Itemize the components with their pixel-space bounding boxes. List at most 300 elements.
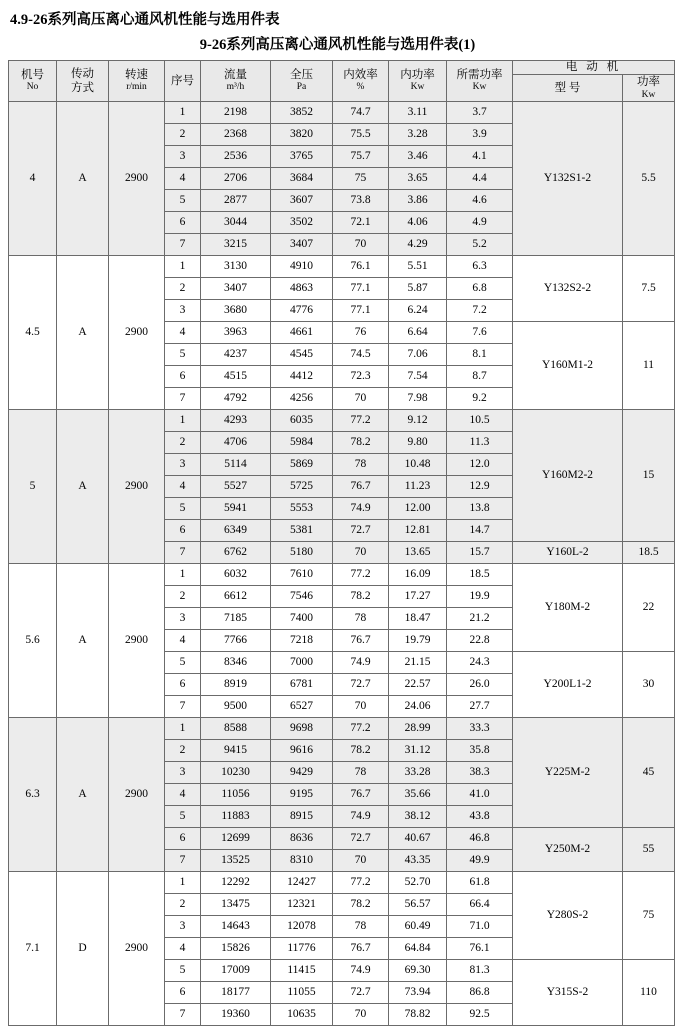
cell-drive-type: A [57, 717, 109, 871]
cell-drive-type: A [57, 409, 109, 563]
cell-pressure: 3820 [271, 123, 333, 145]
cell-inner-power: 38.12 [389, 805, 447, 827]
header-liuliang-label: 流量 [224, 69, 247, 82]
cell-flow: 14643 [201, 915, 271, 937]
cell-inner-power: 24.06 [389, 695, 447, 717]
header-suoxugonglv-unit: Kw [472, 82, 487, 93]
cell-pressure: 4863 [271, 277, 333, 299]
cell-flow: 8588 [201, 717, 271, 739]
cell-pressure: 4545 [271, 343, 333, 365]
header-zhuansu-label: 转速 [125, 69, 148, 82]
header-neixiaolv-label: 内效率 [343, 69, 378, 82]
cell-pressure: 4776 [271, 299, 333, 321]
cell-required-power: 27.7 [447, 695, 513, 717]
cell-pressure: 9698 [271, 717, 333, 739]
cell-efficiency: 77.2 [333, 717, 389, 739]
cell-pressure: 6527 [271, 695, 333, 717]
cell-pressure: 4256 [271, 387, 333, 409]
cell-seq: 7 [165, 233, 201, 255]
cell-required-power: 12.9 [447, 475, 513, 497]
cell-required-power: 9.2 [447, 387, 513, 409]
cell-required-power: 18.5 [447, 563, 513, 585]
header-neixiaolv-unit: % [356, 82, 365, 93]
cell-efficiency: 72.3 [333, 365, 389, 387]
cell-seq: 5 [165, 959, 201, 981]
cell-efficiency: 78.2 [333, 739, 389, 761]
cell-required-power: 7.6 [447, 321, 513, 343]
cell-efficiency: 73.8 [333, 189, 389, 211]
header-liuliang-unit: m³/h [226, 82, 245, 93]
table-row [9, 255, 675, 277]
cell-flow: 6762 [201, 541, 271, 563]
cell-seq: 4 [165, 475, 201, 497]
cell-motor-power: 7.5 [623, 255, 675, 321]
cell-drive-type: A [57, 101, 109, 255]
cell-inner-power: 17.27 [389, 585, 447, 607]
cell-inner-power: 5.87 [389, 277, 447, 299]
cell-inner-power: 52.70 [389, 871, 447, 893]
cell-inner-power: 28.99 [389, 717, 447, 739]
cell-pressure: 3407 [271, 233, 333, 255]
cell-required-power: 5.2 [447, 233, 513, 255]
cell-efficiency: 78 [333, 761, 389, 783]
cell-required-power: 66.4 [447, 893, 513, 915]
cell-pressure: 5553 [271, 497, 333, 519]
cell-inner-power: 64.84 [389, 937, 447, 959]
performance-table [8, 60, 675, 1026]
cell-seq: 2 [165, 893, 201, 915]
cell-required-power: 76.1 [447, 937, 513, 959]
cell-seq: 3 [165, 761, 201, 783]
cell-required-power: 7.2 [447, 299, 513, 321]
cell-efficiency: 78.2 [333, 585, 389, 607]
cell-flow: 3215 [201, 233, 271, 255]
cell-seq: 5 [165, 651, 201, 673]
cell-efficiency: 78 [333, 607, 389, 629]
cell-efficiency: 76.1 [333, 255, 389, 277]
header-motor-group: 电 动 机 [513, 61, 675, 75]
cell-speed: 2900 [109, 409, 165, 563]
cell-seq: 2 [165, 739, 201, 761]
cell-pressure: 12427 [271, 871, 333, 893]
cell-seq: 6 [165, 365, 201, 387]
cell-seq: 4 [165, 937, 201, 959]
cell-seq: 1 [165, 255, 201, 277]
cell-seq: 3 [165, 915, 201, 937]
cell-model-no: 4.5 [9, 255, 57, 409]
cell-efficiency: 75.7 [333, 145, 389, 167]
cell-flow: 15826 [201, 937, 271, 959]
header-neixiaolv [333, 61, 389, 102]
cell-inner-power: 13.65 [389, 541, 447, 563]
cell-efficiency: 78 [333, 915, 389, 937]
table-header [9, 61, 675, 102]
cell-seq: 3 [165, 453, 201, 475]
cell-flow: 6349 [201, 519, 271, 541]
cell-flow: 11056 [201, 783, 271, 805]
header-neigonglv-label: 内功率 [400, 69, 435, 82]
cell-inner-power: 78.82 [389, 1003, 447, 1025]
cell-pressure: 11415 [271, 959, 333, 981]
cell-seq: 4 [165, 629, 201, 651]
cell-speed: 2900 [109, 255, 165, 409]
cell-required-power: 11.3 [447, 431, 513, 453]
cell-required-power: 92.5 [447, 1003, 513, 1025]
cell-model-no: 5 [9, 409, 57, 563]
cell-pressure: 5984 [271, 431, 333, 453]
cell-flow: 2706 [201, 167, 271, 189]
header-motor-power-unit: Kw [641, 89, 656, 100]
cell-seq: 7 [165, 849, 201, 871]
cell-flow: 19360 [201, 1003, 271, 1025]
cell-efficiency: 78.2 [333, 431, 389, 453]
cell-seq: 6 [165, 673, 201, 695]
cell-pressure: 3684 [271, 167, 333, 189]
cell-efficiency: 77.2 [333, 871, 389, 893]
cell-seq: 3 [165, 299, 201, 321]
header-suoxugonglv [447, 61, 513, 102]
cell-inner-power: 9.12 [389, 409, 447, 431]
cell-inner-power: 6.24 [389, 299, 447, 321]
cell-flow: 18177 [201, 981, 271, 1003]
cell-inner-power: 4.29 [389, 233, 447, 255]
table-row [9, 563, 675, 585]
cell-pressure: 12078 [271, 915, 333, 937]
cell-seq: 1 [165, 563, 201, 585]
cell-flow: 5941 [201, 497, 271, 519]
cell-flow: 3680 [201, 299, 271, 321]
cell-pressure: 3607 [271, 189, 333, 211]
cell-flow: 5527 [201, 475, 271, 497]
cell-pressure: 6781 [271, 673, 333, 695]
cell-efficiency: 70 [333, 1003, 389, 1025]
cell-seq: 2 [165, 277, 201, 299]
header-jihao-label: 机号 [21, 69, 44, 82]
cell-pressure: 7546 [271, 585, 333, 607]
header-chuandong-line1: 传动 [71, 67, 94, 80]
cell-pressure: 11055 [271, 981, 333, 1003]
header-jihao-unit: No [26, 82, 39, 93]
cell-efficiency: 74.9 [333, 651, 389, 673]
cell-motor-model: Y280S-2 [513, 871, 623, 959]
cell-motor-model: Y132S1-2 [513, 101, 623, 255]
cell-pressure: 9195 [271, 783, 333, 805]
header-jihao [9, 61, 57, 102]
cell-inner-power: 7.06 [389, 343, 447, 365]
cell-efficiency: 77.2 [333, 409, 389, 431]
cell-seq: 1 [165, 717, 201, 739]
cell-inner-power: 31.12 [389, 739, 447, 761]
cell-efficiency: 70 [333, 387, 389, 409]
cell-efficiency: 76.7 [333, 937, 389, 959]
cell-efficiency: 74.5 [333, 343, 389, 365]
cell-motor-power: 55 [623, 827, 675, 871]
document-heading: 4.9-26系列高压离心通风机性能与选用件表 [10, 12, 280, 28]
cell-pressure: 5180 [271, 541, 333, 563]
cell-inner-power: 12.81 [389, 519, 447, 541]
cell-pressure: 8310 [271, 849, 333, 871]
cell-motor-power: 22 [623, 563, 675, 651]
cell-flow: 17009 [201, 959, 271, 981]
cell-efficiency: 74.7 [333, 101, 389, 123]
cell-flow: 4706 [201, 431, 271, 453]
cell-pressure: 12321 [271, 893, 333, 915]
cell-seq: 1 [165, 409, 201, 431]
cell-seq: 4 [165, 167, 201, 189]
cell-inner-power: 60.49 [389, 915, 447, 937]
header-chuandong [57, 61, 109, 102]
cell-inner-power: 7.54 [389, 365, 447, 387]
cell-required-power: 15.7 [447, 541, 513, 563]
cell-flow: 12699 [201, 827, 271, 849]
cell-seq: 4 [165, 783, 201, 805]
header-quanya [271, 61, 333, 102]
cell-required-power: 71.0 [447, 915, 513, 937]
cell-motor-power: 11 [623, 321, 675, 409]
table-row [9, 717, 675, 739]
cell-seq: 6 [165, 211, 201, 233]
cell-inner-power: 19.79 [389, 629, 447, 651]
cell-pressure: 6035 [271, 409, 333, 431]
cell-inner-power: 3.11 [389, 101, 447, 123]
cell-seq: 3 [165, 145, 201, 167]
cell-seq: 3 [165, 607, 201, 629]
cell-flow: 6612 [201, 585, 271, 607]
cell-seq: 6 [165, 981, 201, 1003]
cell-motor-model: Y200L1-2 [513, 651, 623, 717]
cell-inner-power: 10.48 [389, 453, 447, 475]
cell-drive-type: A [57, 563, 109, 717]
cell-inner-power: 9.80 [389, 431, 447, 453]
cell-required-power: 41.0 [447, 783, 513, 805]
cell-flow: 6032 [201, 563, 271, 585]
cell-efficiency: 75 [333, 167, 389, 189]
cell-drive-type: D [57, 871, 109, 1025]
cell-pressure: 7218 [271, 629, 333, 651]
cell-flow: 12292 [201, 871, 271, 893]
cell-required-power: 33.3 [447, 717, 513, 739]
header-quanya-label: 全压 [290, 69, 313, 82]
cell-inner-power: 3.86 [389, 189, 447, 211]
cell-efficiency: 72.7 [333, 519, 389, 541]
header-motor-model [513, 75, 623, 102]
header-motor-model-label: 型 号 [554, 81, 581, 94]
cell-flow: 4293 [201, 409, 271, 431]
cell-seq: 7 [165, 387, 201, 409]
header-motor-power [623, 75, 675, 102]
cell-flow: 8346 [201, 651, 271, 673]
cell-seq: 1 [165, 101, 201, 123]
cell-efficiency: 77.2 [333, 563, 389, 585]
cell-required-power: 19.9 [447, 585, 513, 607]
cell-flow: 2536 [201, 145, 271, 167]
cell-flow: 2877 [201, 189, 271, 211]
cell-efficiency: 78.2 [333, 893, 389, 915]
cell-speed: 2900 [109, 717, 165, 871]
cell-required-power: 61.8 [447, 871, 513, 893]
cell-pressure: 10635 [271, 1003, 333, 1025]
cell-inner-power: 3.28 [389, 123, 447, 145]
cell-motor-power: 110 [623, 959, 675, 1025]
cell-motor-model: Y132S2-2 [513, 255, 623, 321]
cell-seq: 2 [165, 585, 201, 607]
cell-motor-power: 75 [623, 871, 675, 959]
header-liuliang [201, 61, 271, 102]
cell-pressure: 5869 [271, 453, 333, 475]
table-row [9, 101, 675, 123]
cell-required-power: 8.1 [447, 343, 513, 365]
cell-flow: 5114 [201, 453, 271, 475]
cell-pressure: 4661 [271, 321, 333, 343]
cell-model-no: 5.6 [9, 563, 57, 717]
cell-required-power: 81.3 [447, 959, 513, 981]
cell-efficiency: 72.7 [333, 827, 389, 849]
cell-required-power: 86.8 [447, 981, 513, 1003]
cell-pressure: 3765 [271, 145, 333, 167]
cell-efficiency: 77.1 [333, 299, 389, 321]
cell-inner-power: 33.28 [389, 761, 447, 783]
cell-pressure: 5725 [271, 475, 333, 497]
cell-efficiency: 74.9 [333, 497, 389, 519]
cell-inner-power: 5.51 [389, 255, 447, 277]
cell-flow: 8919 [201, 673, 271, 695]
cell-efficiency: 75.5 [333, 123, 389, 145]
cell-flow: 7766 [201, 629, 271, 651]
cell-flow: 9415 [201, 739, 271, 761]
cell-required-power: 6.3 [447, 255, 513, 277]
cell-pressure: 8915 [271, 805, 333, 827]
cell-required-power: 38.3 [447, 761, 513, 783]
cell-motor-model: Y160M1-2 [513, 321, 623, 409]
cell-flow: 3963 [201, 321, 271, 343]
cell-inner-power: 40.67 [389, 827, 447, 849]
cell-efficiency: 78 [333, 453, 389, 475]
cell-seq: 5 [165, 805, 201, 827]
cell-required-power: 43.8 [447, 805, 513, 827]
cell-seq: 7 [165, 541, 201, 563]
cell-inner-power: 11.23 [389, 475, 447, 497]
cell-efficiency: 76 [333, 321, 389, 343]
header-quanya-unit: Pa [296, 82, 307, 93]
cell-efficiency: 76.7 [333, 475, 389, 497]
cell-required-power: 13.8 [447, 497, 513, 519]
cell-model-no: 6.3 [9, 717, 57, 871]
cell-required-power: 14.7 [447, 519, 513, 541]
cell-inner-power: 3.46 [389, 145, 447, 167]
cell-flow: 2198 [201, 101, 271, 123]
cell-inner-power: 4.06 [389, 211, 447, 233]
cell-required-power: 8.7 [447, 365, 513, 387]
cell-inner-power: 69.30 [389, 959, 447, 981]
header-chuandong-line2: 方式 [71, 81, 94, 94]
cell-efficiency: 70 [333, 695, 389, 717]
cell-seq: 5 [165, 189, 201, 211]
cell-required-power: 49.9 [447, 849, 513, 871]
cell-motor-power: 15 [623, 409, 675, 541]
header-xuhao [165, 61, 201, 102]
cell-required-power: 24.3 [447, 651, 513, 673]
cell-efficiency: 77.1 [333, 277, 389, 299]
cell-efficiency: 74.9 [333, 805, 389, 827]
cell-flow: 13525 [201, 849, 271, 871]
cell-flow: 11883 [201, 805, 271, 827]
cell-pressure: 5381 [271, 519, 333, 541]
cell-inner-power: 35.66 [389, 783, 447, 805]
cell-required-power: 35.8 [447, 739, 513, 761]
cell-inner-power: 18.47 [389, 607, 447, 629]
cell-inner-power: 7.98 [389, 387, 447, 409]
cell-inner-power: 43.35 [389, 849, 447, 871]
cell-pressure: 9616 [271, 739, 333, 761]
header-zhuansu-unit: r/min [126, 82, 147, 93]
cell-inner-power: 3.65 [389, 167, 447, 189]
cell-pressure: 11776 [271, 937, 333, 959]
cell-flow: 13475 [201, 893, 271, 915]
cell-flow: 4792 [201, 387, 271, 409]
cell-flow: 7185 [201, 607, 271, 629]
cell-pressure: 8636 [271, 827, 333, 849]
cell-motor-model: Y225M-2 [513, 717, 623, 827]
cell-motor-power: 18.5 [623, 541, 675, 563]
cell-required-power: 10.5 [447, 409, 513, 431]
cell-seq: 7 [165, 1003, 201, 1025]
cell-efficiency: 70 [333, 541, 389, 563]
cell-seq: 5 [165, 497, 201, 519]
cell-flow: 4515 [201, 365, 271, 387]
cell-speed: 2900 [109, 101, 165, 255]
cell-pressure: 7610 [271, 563, 333, 585]
cell-seq: 1 [165, 871, 201, 893]
table-body [9, 101, 675, 1025]
cell-required-power: 22.8 [447, 629, 513, 651]
cell-required-power: 4.4 [447, 167, 513, 189]
table-row [9, 409, 675, 431]
table-title: 9-26系列高压离心通风机性能与选用件表(1) [199, 37, 476, 53]
cell-required-power: 21.2 [447, 607, 513, 629]
cell-motor-power: 45 [623, 717, 675, 827]
cell-model-no: 7.1 [9, 871, 57, 1025]
cell-motor-model: Y315S-2 [513, 959, 623, 1025]
cell-efficiency: 72.7 [333, 981, 389, 1003]
cell-required-power: 6.8 [447, 277, 513, 299]
table-row [9, 871, 675, 893]
cell-speed: 2900 [109, 871, 165, 1025]
cell-efficiency: 72.1 [333, 211, 389, 233]
cell-seq: 2 [165, 431, 201, 453]
cell-seq: 6 [165, 827, 201, 849]
cell-efficiency: 76.7 [333, 783, 389, 805]
cell-flow: 3407 [201, 277, 271, 299]
cell-seq: 4 [165, 321, 201, 343]
cell-motor-model: Y180M-2 [513, 563, 623, 651]
cell-required-power: 3.7 [447, 101, 513, 123]
cell-motor-model: Y250M-2 [513, 827, 623, 871]
cell-pressure: 4412 [271, 365, 333, 387]
cell-pressure: 3852 [271, 101, 333, 123]
cell-flow: 10230 [201, 761, 271, 783]
cell-motor-power: 5.5 [623, 101, 675, 255]
cell-efficiency: 76.7 [333, 629, 389, 651]
cell-inner-power: 6.64 [389, 321, 447, 343]
cell-seq: 5 [165, 343, 201, 365]
cell-motor-model: Y160L-2 [513, 541, 623, 563]
cell-inner-power: 73.94 [389, 981, 447, 1003]
cell-motor-power: 30 [623, 651, 675, 717]
cell-efficiency: 72.7 [333, 673, 389, 695]
cell-seq: 7 [165, 695, 201, 717]
cell-seq: 2 [165, 123, 201, 145]
cell-flow: 2368 [201, 123, 271, 145]
